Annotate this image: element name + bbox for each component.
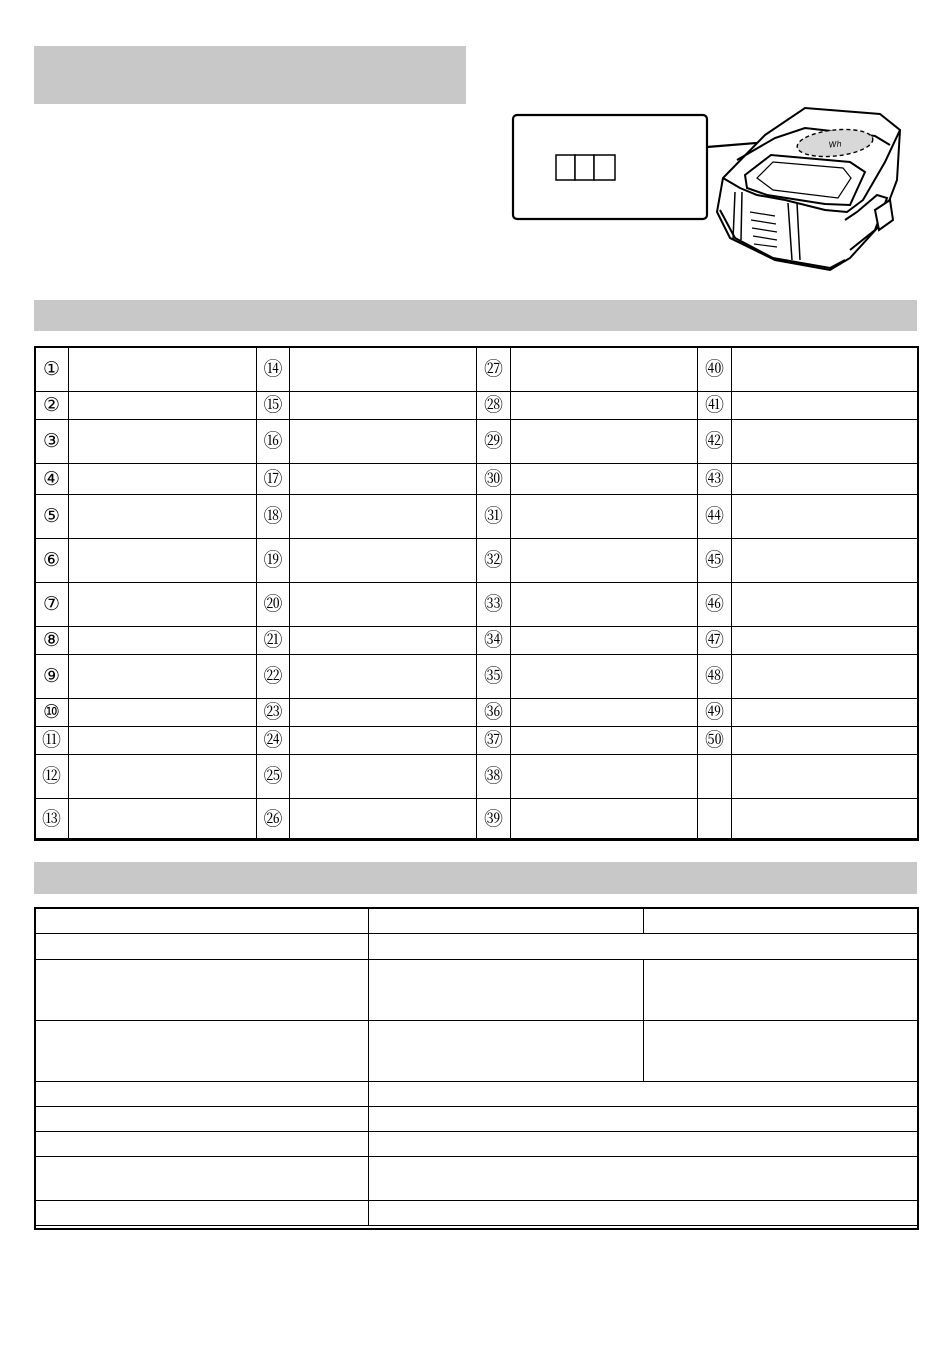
specs-heading-bar [34, 862, 917, 894]
part-number: ㉙ [477, 420, 511, 464]
part-description [69, 755, 257, 799]
specs-row [35, 934, 919, 960]
specs-cell [35, 1021, 369, 1082]
part-number: ㊾ [698, 699, 732, 727]
part-description [69, 420, 257, 464]
specs-row [35, 1107, 919, 1132]
part-number: ㊼ [698, 627, 732, 655]
part-number: ① [35, 348, 69, 392]
part-description [69, 348, 257, 392]
part-number: ⑤ [35, 495, 69, 539]
part-description [511, 583, 698, 627]
part-number: ⑭ [257, 348, 290, 392]
part-description [69, 464, 257, 495]
part-description [732, 495, 919, 539]
part-number [698, 799, 732, 841]
part-description [290, 727, 477, 755]
part-description [732, 727, 919, 755]
part-number: ㊷ [698, 420, 732, 464]
part-description [732, 464, 919, 495]
part-number: ㉛ [477, 495, 511, 539]
part-number: ㊳ [477, 755, 511, 799]
specs-row [35, 960, 919, 1021]
part-number: ⑥ [35, 539, 69, 583]
parts-row [35, 627, 919, 655]
part-number: ③ [35, 420, 69, 464]
part-number: ㊵ [698, 348, 732, 392]
part-description [290, 583, 477, 627]
part-description [732, 420, 919, 464]
specs-cell [369, 1082, 919, 1107]
specs-cell [369, 1107, 919, 1132]
part-description [69, 627, 257, 655]
specs-cell [35, 960, 369, 1021]
part-number: ⑬ [35, 799, 69, 841]
part-description [290, 392, 477, 420]
parts-row [35, 655, 919, 699]
part-number: ㉗ [477, 348, 511, 392]
part-description [732, 348, 919, 392]
parts-row [35, 539, 919, 583]
label-digit-boxes [556, 155, 615, 180]
part-description [511, 464, 698, 495]
specs-cell [369, 960, 644, 1021]
part-number: ⑯ [257, 420, 290, 464]
part-description [732, 627, 919, 655]
parts-row [35, 727, 919, 755]
top-heading-bar [34, 46, 466, 104]
part-number: ㉝ [477, 583, 511, 627]
part-description [290, 627, 477, 655]
part-description [732, 699, 919, 727]
part-description [290, 348, 477, 392]
part-description [69, 583, 257, 627]
part-number: ⑫ [35, 755, 69, 799]
part-number: ㉕ [257, 755, 290, 799]
part-number: ㊿ [698, 727, 732, 755]
part-number: ⑨ [35, 655, 69, 699]
part-number: ㊶ [698, 392, 732, 420]
part-number: ㉜ [477, 539, 511, 583]
part-number: ㉑ [257, 627, 290, 655]
part-description [290, 655, 477, 699]
part-description [732, 583, 919, 627]
parts-row [35, 464, 919, 495]
part-description [732, 655, 919, 699]
part-description [732, 755, 919, 799]
battery-pack-illustration [505, 100, 925, 280]
specs-table [34, 908, 919, 1226]
part-number: ㉖ [257, 799, 290, 841]
part-description [69, 495, 257, 539]
specs-row [35, 1157, 919, 1201]
part-number: ⑱ [257, 495, 290, 539]
part-description [732, 799, 919, 841]
part-number: ㊽ [698, 655, 732, 699]
specs-cell [644, 909, 919, 934]
part-description [511, 420, 698, 464]
specs-row [35, 909, 919, 934]
part-number: ② [35, 392, 69, 420]
part-description [732, 392, 919, 420]
parts-heading-bar [34, 300, 917, 331]
part-description [511, 348, 698, 392]
parts-row [35, 583, 919, 627]
parts-row [35, 495, 919, 539]
part-description [732, 539, 919, 583]
part-number: ㉚ [477, 464, 511, 495]
specs-cell [369, 1132, 919, 1157]
part-description [69, 655, 257, 699]
specs-cell [369, 909, 644, 934]
specs-cell [35, 1132, 369, 1157]
part-description [290, 699, 477, 727]
part-description [511, 727, 698, 755]
part-number: ⑧ [35, 627, 69, 655]
part-description [290, 495, 477, 539]
part-number: ⑪ [35, 727, 69, 755]
part-number: ㊱ [477, 699, 511, 727]
specs-cell [369, 934, 919, 960]
part-number: ㊸ [698, 464, 732, 495]
part-description [511, 655, 698, 699]
parts-row [35, 755, 919, 799]
part-number: ㉞ [477, 627, 511, 655]
part-number: ⑳ [257, 583, 290, 627]
part-description [511, 627, 698, 655]
part-number: ⑮ [257, 392, 290, 420]
part-number: ㊴ [477, 799, 511, 841]
specs-cell [369, 1021, 644, 1082]
specs-cell [35, 1082, 369, 1107]
part-number: ㊺ [698, 539, 732, 583]
specs-cell [35, 909, 369, 934]
part-number: ④ [35, 464, 69, 495]
part-description [69, 799, 257, 841]
part-description [69, 727, 257, 755]
part-description [290, 420, 477, 464]
part-description [511, 799, 698, 841]
part-description [69, 699, 257, 727]
specs-cell [644, 960, 919, 1021]
parts-table [34, 347, 919, 841]
specs-row [35, 1201, 919, 1226]
part-description [69, 539, 257, 583]
specs-cell [35, 1201, 369, 1226]
specs-row [35, 1132, 919, 1157]
part-number: ⑩ [35, 699, 69, 727]
part-description [511, 495, 698, 539]
specs-cell [35, 1157, 369, 1201]
part-number: ⑦ [35, 583, 69, 627]
capacity-label-text: Wh [828, 139, 843, 150]
part-number: ㉟ [477, 655, 511, 699]
parts-row [35, 392, 919, 420]
parts-row [35, 799, 919, 841]
part-number: ㉘ [477, 392, 511, 420]
part-number [698, 755, 732, 799]
part-description [290, 755, 477, 799]
part-number: ㉒ [257, 655, 290, 699]
part-description [290, 464, 477, 495]
part-number: ㉔ [257, 727, 290, 755]
parts-row [35, 348, 919, 392]
part-number: ⑲ [257, 539, 290, 583]
part-number: ⑰ [257, 464, 290, 495]
part-number: ㊹ [698, 495, 732, 539]
specs-row [35, 1021, 919, 1082]
specs-cell [644, 1021, 919, 1082]
part-description [511, 699, 698, 727]
part-description [69, 392, 257, 420]
specs-cell [369, 1201, 919, 1226]
specs-cell [35, 1107, 369, 1132]
specs-row [35, 1082, 919, 1107]
parts-row [35, 420, 919, 464]
specs-cell [35, 934, 369, 960]
part-number: ㉓ [257, 699, 290, 727]
specs-cell [369, 1157, 919, 1201]
part-description [290, 799, 477, 841]
part-description [511, 392, 698, 420]
part-description [511, 755, 698, 799]
part-description [511, 539, 698, 583]
part-number: ㊲ [477, 727, 511, 755]
parts-row [35, 699, 919, 727]
part-description [290, 539, 477, 583]
part-number: ㊻ [698, 583, 732, 627]
